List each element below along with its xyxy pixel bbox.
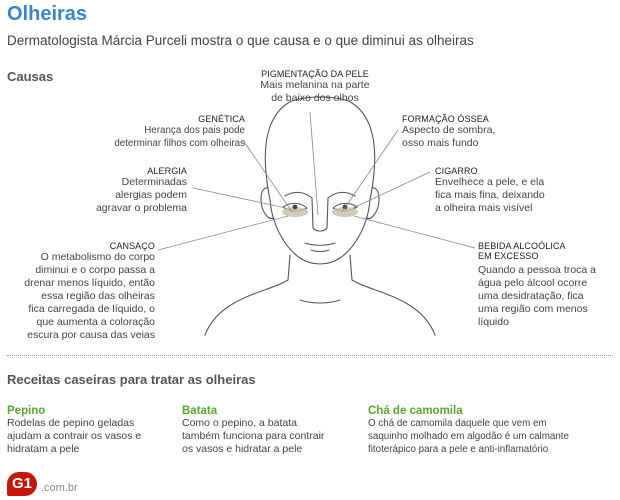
causes-section-title: Causas bbox=[7, 69, 54, 84]
remedy-title: Chá de camomila bbox=[368, 405, 463, 417]
cause-desc-line: fica mais fina, deixando bbox=[435, 189, 545, 201]
cause-desc-line: Mais melanina na parte bbox=[260, 79, 370, 91]
cause-title: BEBIDA ALCOÓLICA bbox=[478, 241, 566, 251]
cause-desc-line: determinar filhos com olheiras bbox=[114, 138, 245, 149]
cause-desc-line: Quando a pessoa troca a bbox=[478, 264, 596, 276]
remedy-pepino bbox=[7, 405, 177, 456]
remedy-desc-line: também funciona para contrair bbox=[182, 430, 325, 442]
cause-desc-line: Envelhece a pele, e ela bbox=[435, 176, 545, 188]
cause-cigarro bbox=[435, 166, 575, 215]
remedy-desc-line: Como o pepino, a batata bbox=[182, 417, 297, 429]
cause-bebida-alcoolica bbox=[478, 241, 613, 329]
remedy-title: Batata bbox=[182, 405, 218, 417]
cause-desc-line: O metabolismo do corpo bbox=[40, 251, 155, 263]
remedy-title: Pepino bbox=[7, 405, 46, 417]
cause-desc-line: fica carregada de líquido, o bbox=[28, 303, 155, 315]
cause-desc-line: que aumenta a coloração bbox=[36, 316, 155, 328]
cause-desc-line: essa região das olheiras bbox=[41, 290, 155, 302]
cause-desc-line: Aspecto de sombra, bbox=[402, 124, 496, 136]
remedy-desc-line: fitoterápico para a pele e anti-inflamatório bbox=[368, 444, 549, 455]
remedy-desc-line: O chá de camomila daquele que vem em bbox=[368, 418, 547, 429]
cause-title: CANSAÇO bbox=[109, 241, 155, 251]
cause-desc-line: agravar o problema bbox=[95, 202, 187, 214]
cause-desc-line: líquido bbox=[478, 316, 509, 328]
g1-logo[interactable] bbox=[7, 472, 37, 496]
cause-title-line2: EM EXCESSO bbox=[478, 251, 539, 261]
cause-desc-line: Herança dos pais pode bbox=[144, 125, 245, 136]
cause-title: FORMAÇÃO ÓSSEA bbox=[402, 114, 489, 124]
cause-formacao-ossea bbox=[402, 114, 532, 150]
g1-domain-text: .com.br bbox=[41, 482, 78, 494]
remedy-desc-line: ajudam a contrair os vasos e bbox=[7, 430, 142, 442]
remedy-desc-line: Rodelas de pepino geladas bbox=[7, 417, 135, 429]
cause-desc-line: drenar menos líquido, então bbox=[24, 277, 155, 289]
remedy-desc-line: saquinho molhado em algodão é um calmante bbox=[368, 431, 569, 442]
page-title: Olheiras bbox=[7, 3, 88, 25]
g1-logo-badge: G1 bbox=[7, 472, 37, 496]
cause-title: PIGMENTAÇÃO DA PELE bbox=[261, 69, 369, 79]
cause-genetica bbox=[95, 114, 245, 150]
remedy-batata bbox=[182, 405, 362, 456]
cause-cansaco bbox=[7, 241, 155, 342]
cause-desc-line: osso mais fundo bbox=[402, 137, 479, 149]
cause-title: ALERGIA bbox=[147, 166, 187, 176]
remedies-section-title: Receitas caseiras para tratar as olheiras bbox=[7, 372, 256, 387]
section-divider bbox=[7, 355, 613, 356]
cause-desc-line: escura por causa das veias bbox=[27, 329, 155, 341]
cause-desc-line: água pelo álcool ocorre bbox=[478, 277, 588, 289]
remedy-camomila bbox=[368, 405, 616, 456]
cause-desc-line: diminui e o corpo passa a bbox=[35, 264, 155, 276]
cause-title: GENÉTICA bbox=[198, 114, 245, 124]
cause-desc-line: uma região com menos bbox=[478, 303, 588, 315]
remedy-desc-line: os vasos e hidratar a pele bbox=[182, 443, 303, 455]
cause-desc-line: a olheira mais visível bbox=[435, 202, 533, 214]
cause-desc-line: Determinadas bbox=[121, 176, 187, 188]
cause-pigmentacao bbox=[240, 69, 390, 105]
cause-alergia bbox=[80, 166, 187, 215]
cause-desc-line: de baixo dos olhos bbox=[271, 92, 359, 104]
cause-desc-line: uma desidratação, fica bbox=[478, 290, 584, 302]
cause-title: CIGARRO bbox=[435, 166, 478, 176]
page-subtitle: Dermatologista Márcia Purceli mostra o que causa e o que diminui as olheiras bbox=[7, 33, 474, 48]
remedy-desc-line: hidratam a pele bbox=[7, 443, 80, 455]
cause-desc-line: alergias podem bbox=[115, 189, 187, 201]
